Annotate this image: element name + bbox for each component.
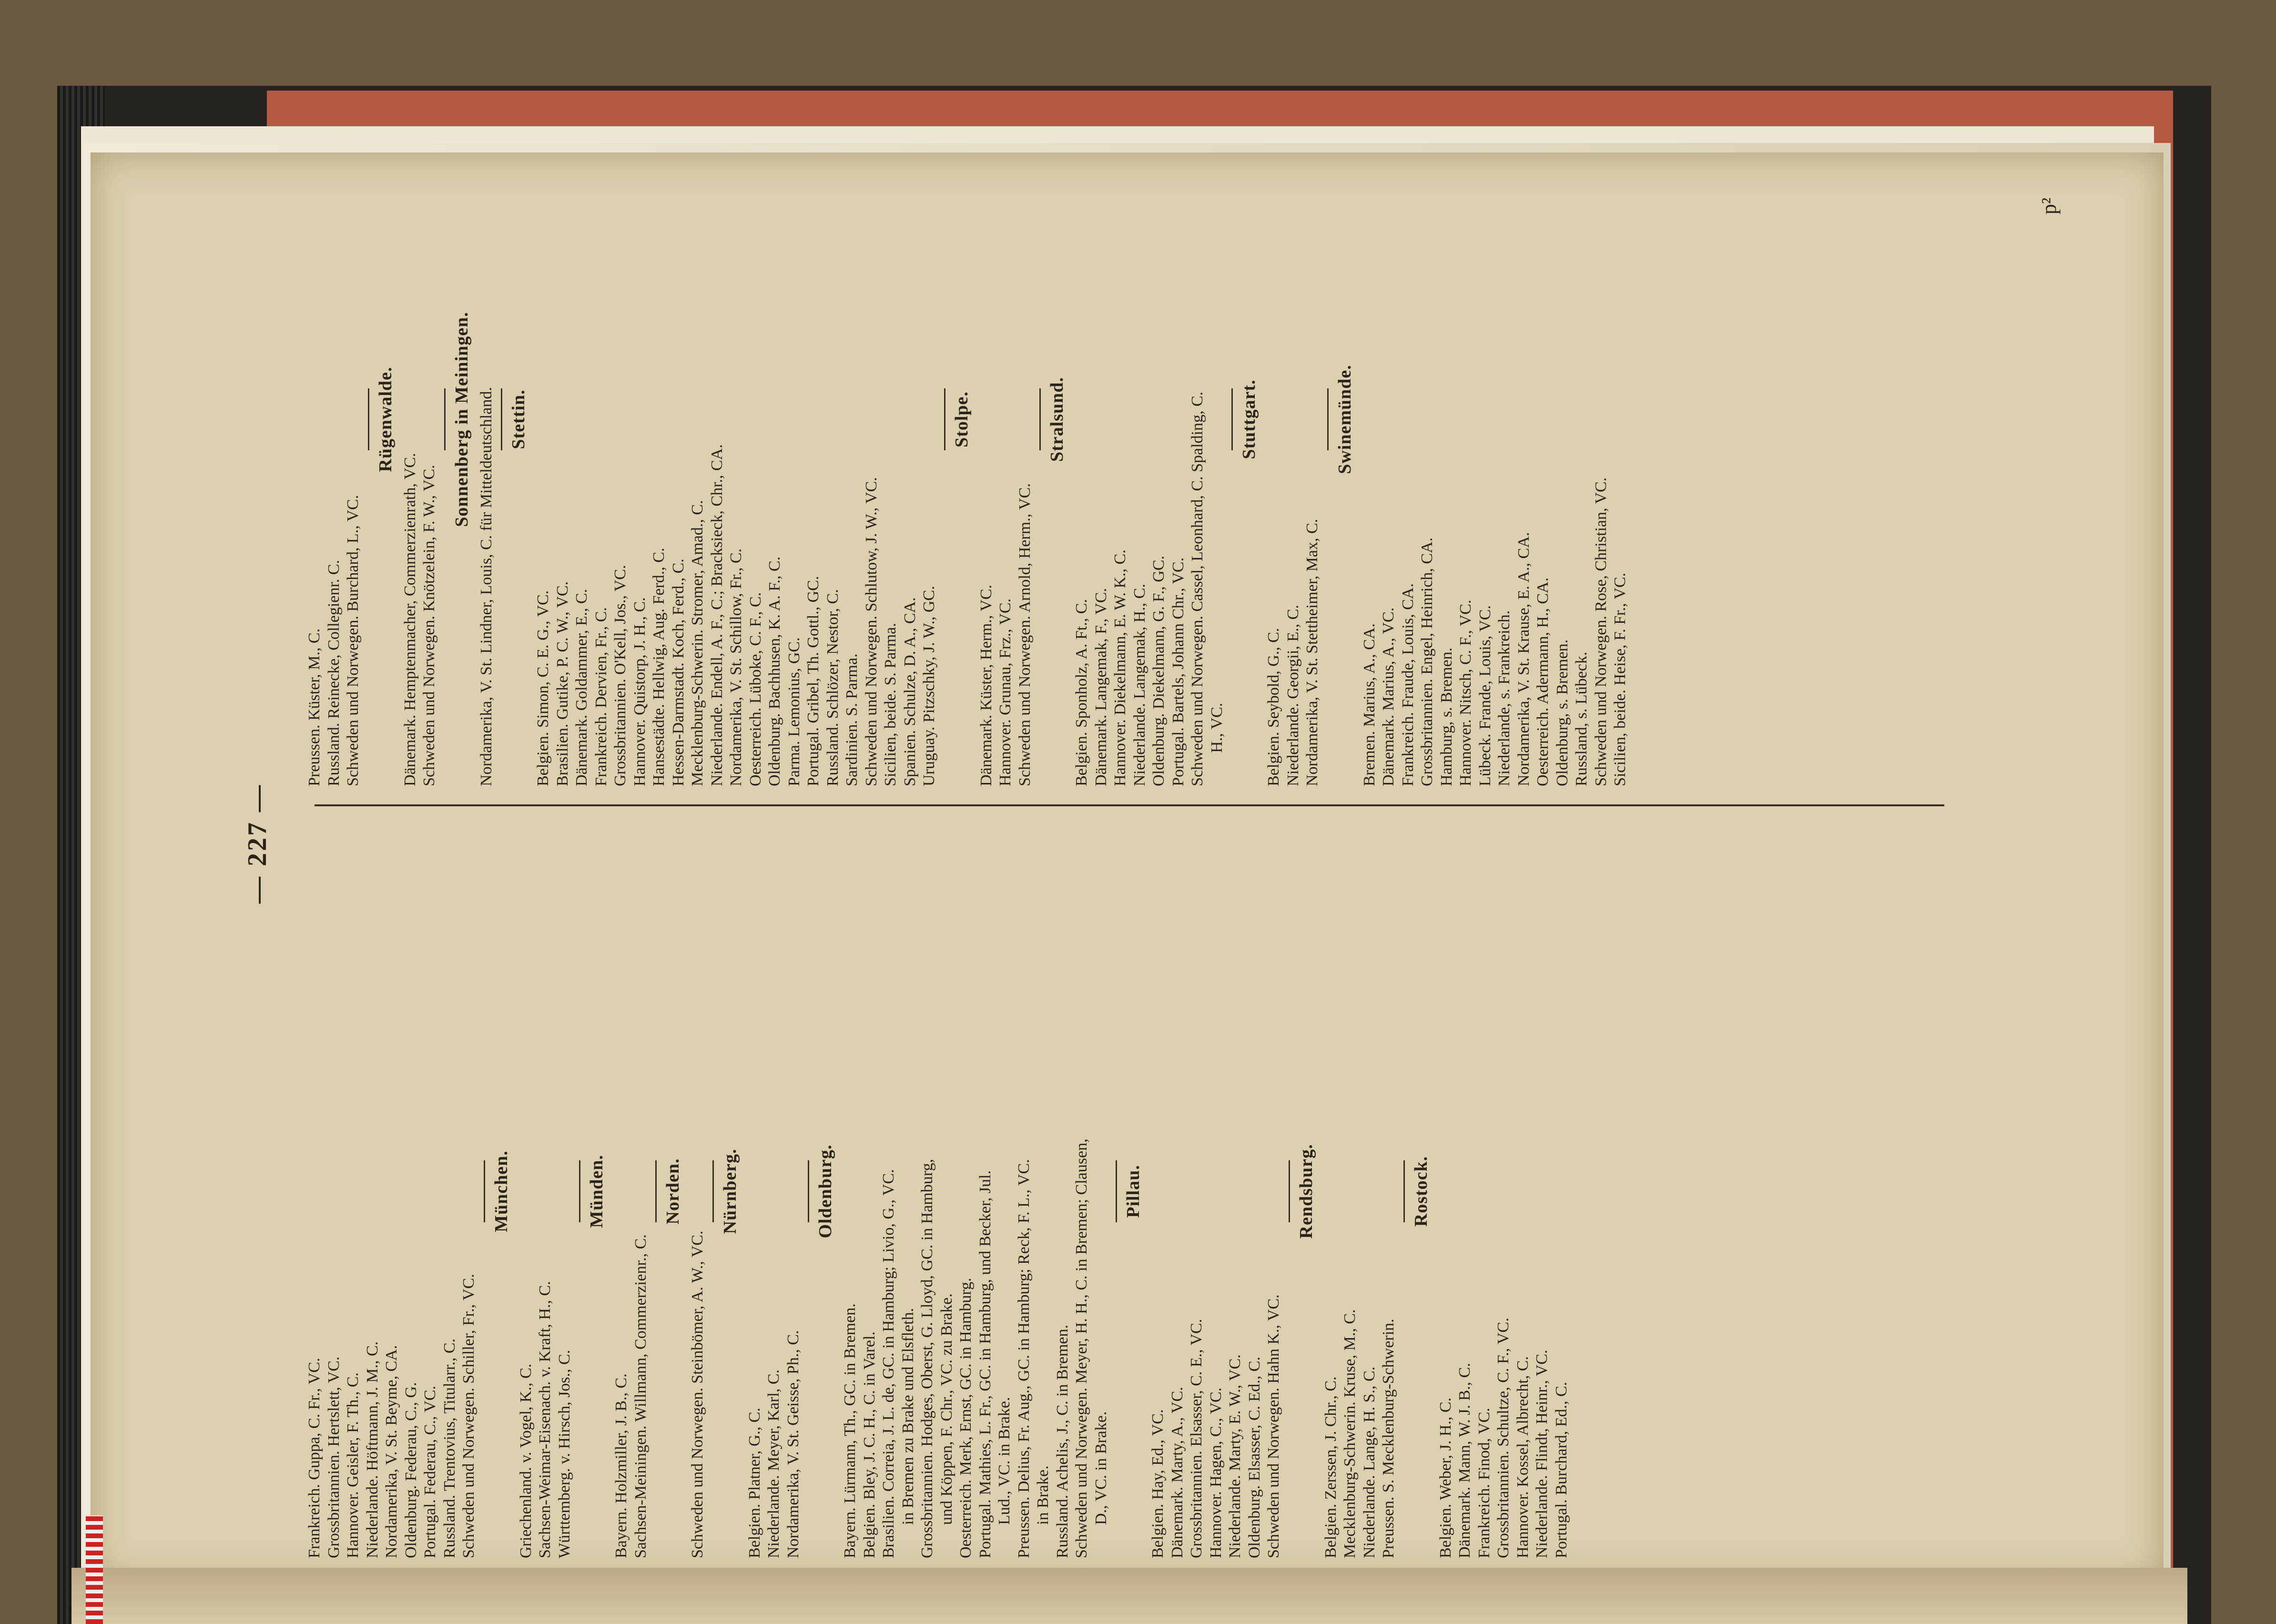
consul-entry: Oesterreich. Lüboke, C. F., C. bbox=[746, 592, 764, 786]
consul-entry: D., VC. in Brake. bbox=[1092, 1411, 1110, 1525]
section-rule bbox=[1403, 1160, 1405, 1222]
consul-entry: Preussen. Delius, Fr. Aug., GC. in Hamburg; Reck, F. L., VC. bbox=[1015, 1159, 1033, 1558]
consul-entry: Lübeck. Frande, Louis, VC. bbox=[1476, 605, 1494, 786]
section-rule bbox=[808, 1160, 809, 1222]
city-heading: Sonnenberg in Meiningen. bbox=[451, 312, 472, 527]
consul-entry: Schweden und Norwegen. Schlutow, J. W., VC. bbox=[862, 477, 880, 786]
section-rule bbox=[712, 1160, 714, 1222]
section-rule bbox=[444, 388, 446, 450]
consul-entry: Frankreich. Dervien, Fr., C. bbox=[592, 607, 610, 786]
consul-entry: in Brake. bbox=[1034, 1465, 1052, 1525]
consul-entry: in Bremen zu Brake und Elsfleth. bbox=[899, 1308, 917, 1525]
consul-entry: Frankreich. Finod, VC. bbox=[1475, 1408, 1493, 1558]
consul-entry: Schweden und Norwegen. Hahn K., VC. bbox=[1265, 1294, 1282, 1558]
city-heading: Nürnberg. bbox=[720, 1148, 740, 1234]
city-heading: Stralsund. bbox=[1047, 377, 1067, 462]
consul-entry: Hannover. Nitsch, C. F., VC. bbox=[1457, 599, 1474, 786]
consul-entry: Sachsen-Weimar-Eisenach. v. Kraft, H., C. bbox=[536, 1281, 554, 1558]
consul-entry: Niederlande, s. Frankreich. bbox=[1495, 610, 1513, 786]
consul-entry: Hessen-Darmstadt. Koch, Ferd., C. bbox=[669, 558, 687, 786]
consul-entry: Belgien. Zerssen, J. Chr., C. bbox=[1321, 1376, 1340, 1558]
consul-entry: Brasilien. Correia, J. L. de, GC. in Hamburg; Livio, G., VC. bbox=[880, 1169, 897, 1558]
page-number: — 227 — bbox=[243, 783, 272, 903]
consul-entry: Nordamerika, V. St. Geisse, Ph., C. bbox=[784, 1330, 802, 1558]
consul-entry: Schweden und Norwegen. Burchard, L., VC. bbox=[344, 495, 362, 786]
consul-entry: Grossbritannien. Hertslett, VC. bbox=[325, 1356, 343, 1558]
consul-entry: und Köppen, F. Chr., VC. zu Brake. bbox=[937, 1293, 955, 1525]
bookmark-ribbon bbox=[86, 1515, 103, 1624]
consul-entry: Belgien. Seybold, G., C. bbox=[1265, 628, 1282, 786]
consul-entry: Schweden und Norwegen. Steinbömer, A. W., VC. bbox=[689, 1230, 706, 1558]
section-rule bbox=[1327, 388, 1329, 450]
city-heading: Rostock. bbox=[1411, 1156, 1431, 1227]
consul-entry: Nordamerika, V. St. Stettheimer, Max, C. bbox=[1303, 518, 1321, 786]
consul-entry: Russland. Trentovius, Titularr., C. bbox=[440, 1338, 458, 1558]
consul-entry: Bayern. Lürmann, Th., GC. in Bremen. bbox=[841, 1303, 859, 1558]
consul-entry: Niederlande. Flindt, Heinr., VC. bbox=[1533, 1350, 1551, 1558]
consul-entry: Belgien. Weber, J. H., C. bbox=[1436, 1397, 1454, 1558]
consul-entry: Niederlande. Marty, E. W., VC. bbox=[1226, 1354, 1244, 1558]
city-heading: Swinemünde. bbox=[1334, 365, 1355, 474]
consul-entry: Belgien. Hay, Ed., VC. bbox=[1149, 1409, 1167, 1558]
consul-entry: Dänemark. Goldammer, E., C. bbox=[573, 589, 590, 786]
consul-entry: Bremen. Marius, A., CA. bbox=[1360, 623, 1378, 786]
consul-entry: Sardinien. S. Parma. bbox=[843, 653, 861, 786]
city-heading: Münden. bbox=[587, 1155, 607, 1228]
consul-entry: Schweden und Norwegen. Knötzelein, F. W., VC. bbox=[420, 465, 438, 786]
consul-entry: Russland. Achelis, J., C. in Bremen. bbox=[1053, 1324, 1071, 1558]
consul-entry: Preussen. S. Mecklenburg-Schwerin. bbox=[1380, 1319, 1397, 1558]
consul-entry: Grossbritannien. Engel, Heinrich, CA. bbox=[1418, 537, 1436, 786]
consul-entry: Hannover. Quistorp, J. H., C. bbox=[630, 597, 649, 786]
section-rule bbox=[1116, 1160, 1117, 1222]
consul-entry: Mecklenburg-Schwerin. Kruse, M., C. bbox=[1341, 1309, 1359, 1558]
consul-entry: Dänemark. Hemptenmacher, Commerzienrath, VC. bbox=[401, 453, 419, 786]
city-heading: Norden. bbox=[663, 1158, 683, 1225]
consul-entry: Oesterreich. Adermann, H., CA. bbox=[1534, 577, 1552, 786]
consul-entry: Dänemark. Langemak, F., VC. bbox=[1092, 588, 1110, 786]
consul-entry: Hannover. Geisler, F. Th., C. bbox=[344, 1372, 362, 1558]
consul-entry: Hamburg, s. Bremen. bbox=[1437, 647, 1455, 786]
page-text-block bbox=[243, 129, 2068, 1558]
consul-entry: Nordamerika, V. St. Lindner, Louis, C. für Mitteldeutschland. bbox=[477, 387, 495, 786]
consul-entry: Frankreich. Fraude, Louis, CA. bbox=[1399, 583, 1417, 786]
consul-entry: Frankreich. Guppa, C. Fr., VC. bbox=[305, 1358, 323, 1558]
consul-entry: Schweden und Norwegen. Rose, Christian, VC. bbox=[1592, 477, 1610, 786]
city-heading: Rügenwalde. bbox=[375, 366, 396, 472]
section-rule bbox=[944, 388, 945, 450]
consul-entry: Oldenburg. Federau, C., G. bbox=[402, 1382, 420, 1558]
consul-entry: Grossbritannien. Hodges, Oberst, G. Lloyd, GC. in Hamburg, bbox=[918, 1159, 936, 1558]
consul-entry: Portugal. Gribel, Th. Gottl., GC. bbox=[804, 576, 822, 786]
consul-entry: Niederlande. Endell, A. F., C.; Bracksieck, Chr., CA. bbox=[708, 444, 726, 786]
consul-entry: Hannover. Diekelmann, E. W. K., C. bbox=[1111, 549, 1129, 786]
city-heading: Stettin. bbox=[508, 389, 528, 449]
city-heading: Pillau. bbox=[1123, 1165, 1143, 1218]
consul-entry: Russland. Reinecke, Collegienr. C. bbox=[325, 560, 343, 786]
consul-entry: Niederlande. Georgii, E., C. bbox=[1284, 605, 1302, 786]
signature-mark: p² bbox=[2037, 197, 2061, 214]
consul-entry: Nordamerika, V. St. Beyme, CA. bbox=[383, 1345, 400, 1558]
section-rule bbox=[1231, 388, 1233, 450]
consul-entry: Dänemark. Marty, A., VC. bbox=[1168, 1387, 1186, 1558]
city-heading: München. bbox=[491, 1150, 511, 1232]
consul-entry: Portugal. Mathies, L. Fr., GC. in Hamburg, und Becker, Jul. bbox=[976, 1170, 994, 1558]
consul-entry: Sachsen-Meiningen. Willmann, Commerzienr., C. bbox=[631, 1234, 650, 1558]
consul-entry: Sicilien, beide. S. Parma. bbox=[882, 623, 899, 786]
consul-entry: Spanien. Schulze, D. A., CA. bbox=[901, 597, 919, 786]
consul-entry: Belgien. Simon, C. E. G., VC. bbox=[534, 590, 552, 786]
consul-entry: Nordamerika, V. St. Krause, E. A., CA. bbox=[1514, 532, 1533, 786]
consul-entry: Preussen. Küster, M., C. bbox=[305, 628, 323, 786]
consul-entry: Oldenburg. Diekelmann, G. F., GC. bbox=[1150, 556, 1168, 786]
consul-entry: Griechenland. v. Vogel, K., C. bbox=[517, 1363, 535, 1558]
consul-entry: Portugal. Bartels, Johann Chr., VC. bbox=[1169, 557, 1187, 786]
consul-entry: Lud., VC. in Brake. bbox=[996, 1397, 1013, 1525]
consul-entry: Württemberg. v. Hirsch, Jos., C. bbox=[555, 1350, 573, 1558]
consul-entry: Oldenburg, s. Bremen. bbox=[1553, 639, 1571, 786]
right-column bbox=[305, 52, 1630, 786]
consul-entry: Niederlande. Meyer, Karl, C. bbox=[765, 1369, 782, 1558]
city-heading: Oldenburg. bbox=[815, 1144, 835, 1238]
section-rule bbox=[1289, 1160, 1290, 1222]
consul-entry: Belgien. Sponholz, A. Ft., C. bbox=[1073, 599, 1090, 786]
consul-entry: H., VC. bbox=[1208, 702, 1226, 753]
city-heading: Stuttgart. bbox=[1239, 379, 1259, 459]
consul-entry: Niederlande. Höftmann, J. M., C. bbox=[363, 1341, 381, 1558]
consul-entry: Hannover. Hagen, C., VC. bbox=[1207, 1387, 1225, 1558]
section-rule bbox=[484, 1160, 485, 1222]
consul-entry: Brasilien. Gutike, P. C. W., VC. bbox=[553, 581, 571, 786]
consul-entry: Schweden und Norwegen. Cassel, Leonhard, C. Spalding, C. bbox=[1189, 391, 1206, 786]
consul-entry: Niederlande. Langemak, H., C. bbox=[1130, 584, 1148, 786]
consul-entry: Grossbritannien. O'Kell, Jos., VC. bbox=[611, 565, 629, 786]
consul-entry: Mecklenburg-Schwerin. Stromer, Amad., C. bbox=[689, 500, 706, 786]
consul-entry: Nordamerika, V. St. Schillow, Fr., C. bbox=[727, 548, 745, 786]
consul-entry: Dänemark. Mann, W. J. B., C. bbox=[1456, 1363, 1473, 1558]
consul-entry: Parma. Lemonius, GC. bbox=[785, 637, 803, 786]
column-divider bbox=[315, 804, 1944, 806]
consul-entry: Dänemark. Marius, A., VC. bbox=[1380, 607, 1397, 786]
section-rule bbox=[501, 388, 502, 450]
consul-entry: Portugal. Burchard, Ed., C. bbox=[1552, 1381, 1570, 1558]
consul-entry: Russland, s. Lübeck. bbox=[1573, 651, 1590, 786]
consul-entry: Uruguay. Pitzschky, J. W., GC. bbox=[920, 586, 938, 786]
city-heading: Rendsburg. bbox=[1296, 1144, 1316, 1239]
city-heading: Stolpe. bbox=[951, 391, 972, 447]
consul-entry: Belgien. Platner, G., C. bbox=[745, 1408, 763, 1558]
consul-entry: Schweden und Norwegen. Schiller, Fr., VC. bbox=[460, 1274, 478, 1558]
consul-entry: Oldenburg. Elsasser, C. Ed., C. bbox=[1245, 1357, 1263, 1558]
consul-entry: Grossbritannien. Elsasser, C. E., VC. bbox=[1188, 1319, 1205, 1558]
consul-entry: Schweden und Norwegen. Meyer, H. H., C. in Bremen; Clausen, bbox=[1073, 1138, 1090, 1558]
consul-entry: Portugal. Federau, C., VC. bbox=[421, 1385, 439, 1558]
consul-entry: Sicilien, beide. Heise, F. Fr., VC. bbox=[1611, 572, 1629, 786]
consul-entry: Oesterreich. Merk, Ernst, GC. in Hamburg. bbox=[957, 1278, 975, 1558]
consul-entry: Belgien. Bley, J. C. H., C. in Varel. bbox=[860, 1331, 878, 1558]
consul-entry: Niederlande. Lange, H. S., C. bbox=[1360, 1366, 1378, 1558]
consul-entry: Bayern. Holzmiller, J. B., C. bbox=[612, 1373, 630, 1558]
consul-entry: Hannover. Kossel, Albrecht, C. bbox=[1514, 1356, 1532, 1558]
consul-entry: Dänemark. Küster, Herm., VC. bbox=[977, 585, 995, 786]
section-rule bbox=[655, 1160, 657, 1222]
section-rule bbox=[368, 388, 369, 450]
consul-entry: Russland. Schlözer, Nestor, C. bbox=[823, 589, 842, 786]
left-column bbox=[305, 824, 1571, 1558]
consul-entry: Hannover. Grunau, Frz., VC. bbox=[996, 598, 1014, 786]
consul-entry: Hansestädte. Hellwig, Aug. Ferd., C. bbox=[650, 548, 668, 786]
facing-page-edge bbox=[71, 1568, 2187, 1624]
consul-entry: Grossbritannien. Schultze, C. F., VC. bbox=[1494, 1318, 1512, 1558]
consul-entry: Schweden und Norwegen. Arnold, Herm., VC. bbox=[1016, 483, 1034, 786]
section-rule bbox=[579, 1160, 580, 1222]
consul-entry: Oldenburg. Bachhusen, K. A. F., C. bbox=[766, 556, 783, 786]
section-rule bbox=[1039, 388, 1041, 450]
